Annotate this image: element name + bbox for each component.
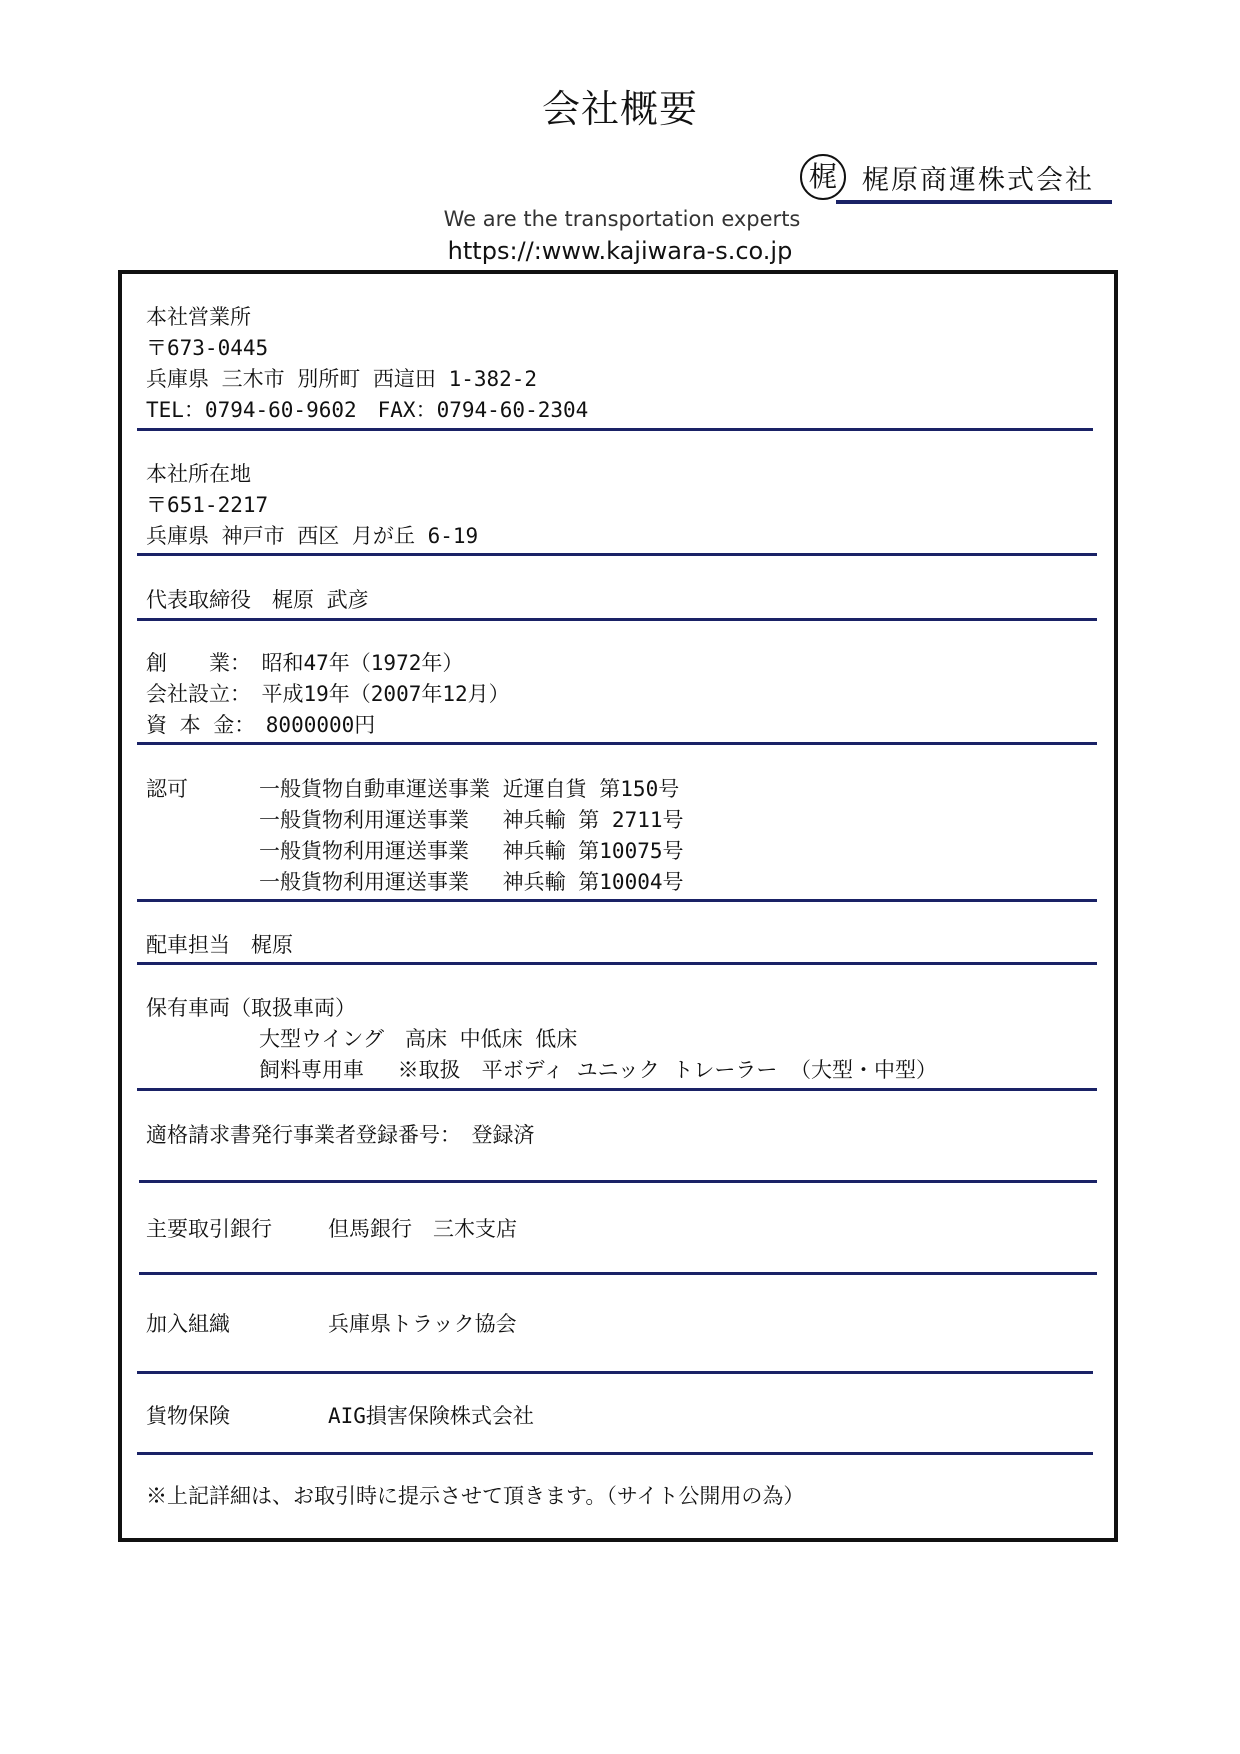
hq-label: 本社所在地: [146, 462, 251, 486]
vehicles-label: 保有車両（取扱車両）: [146, 996, 356, 1020]
company-logo: [800, 152, 1112, 208]
insurance-label: 貨物保険: [146, 1404, 230, 1428]
profile-frame: [118, 270, 1118, 1542]
divider: [137, 553, 1097, 556]
divider: [137, 962, 1097, 965]
divider: [137, 618, 1097, 621]
dispatch: 配車担当 梶原: [146, 933, 293, 957]
divider: [139, 1272, 1097, 1275]
divider: [137, 1452, 1093, 1455]
divider: [137, 899, 1097, 902]
page-title: 会社概要: [541, 87, 698, 131]
logo-underline: [836, 200, 1112, 204]
association-value: 兵庫県トラック協会: [328, 1312, 517, 1336]
representative: 代表取締役 梶原 武彦: [146, 588, 369, 612]
company-seal-icon: 梶: [800, 154, 846, 200]
bank-label: 主要取引銀行: [146, 1217, 272, 1241]
hq-postal: 〒651-2217: [146, 493, 269, 517]
office-address: 兵庫県 三木市 別所町 西這田 1-382-2: [146, 367, 538, 391]
hq-address: 兵庫県 神戸市 西区 月が丘 6-19: [146, 524, 479, 548]
license-item: 一般貨物自動車運送事業 近運自貨 第150号: [259, 777, 680, 801]
association-label: 加入組織: [146, 1312, 230, 1336]
company-name: 梶原商運株式会社: [862, 165, 1094, 196]
license-item: 一般貨物利用運送事業 神兵輸 第10075号: [259, 839, 684, 863]
tagline: We are the transportation experts: [443, 207, 801, 231]
founded: 創 業： 昭和47年（1972年）: [146, 651, 464, 675]
office-postal: 〒673-0445: [146, 336, 269, 360]
office-label: 本社営業所: [146, 305, 251, 329]
established: 会社設立： 平成19年（2007年12月）: [146, 682, 510, 706]
divider: [137, 1088, 1097, 1091]
divider: [137, 1371, 1093, 1374]
divider: [137, 742, 1097, 745]
vehicle-item: 大型ウイング 高床 中低床 低床: [259, 1027, 578, 1051]
disclosure-note: ※上記詳細は、お取引時に提示させて頂きます。（サイト公開用の為）: [146, 1484, 805, 1508]
license-item: 一般貨物利用運送事業 神兵輸 第 2711号: [259, 808, 684, 832]
invoice-registration: 適格請求書発行事業者登録番号： 登録済: [146, 1123, 535, 1147]
license-item: 一般貨物利用運送事業 神兵輸 第10004号: [259, 870, 684, 894]
divider: [139, 1180, 1097, 1183]
insurance-value: AIG損害保険株式会社: [328, 1404, 534, 1428]
capital: 資 本 金： 8000000円: [146, 713, 376, 737]
bank-value: 但馬銀行 三木支店: [328, 1217, 517, 1241]
licenses-label: 認可: [146, 777, 188, 801]
vehicle-item: 飼料専用車 ※取扱 平ボディ ユニック トレーラー （大型・中型）: [259, 1058, 938, 1082]
divider: [137, 428, 1093, 431]
office-contact: TEL：0794-60-9602 FAX：0794-60-2304: [146, 398, 589, 422]
website-url[interactable]: https://:www.kajiwara-s.co.jp: [447, 237, 793, 265]
